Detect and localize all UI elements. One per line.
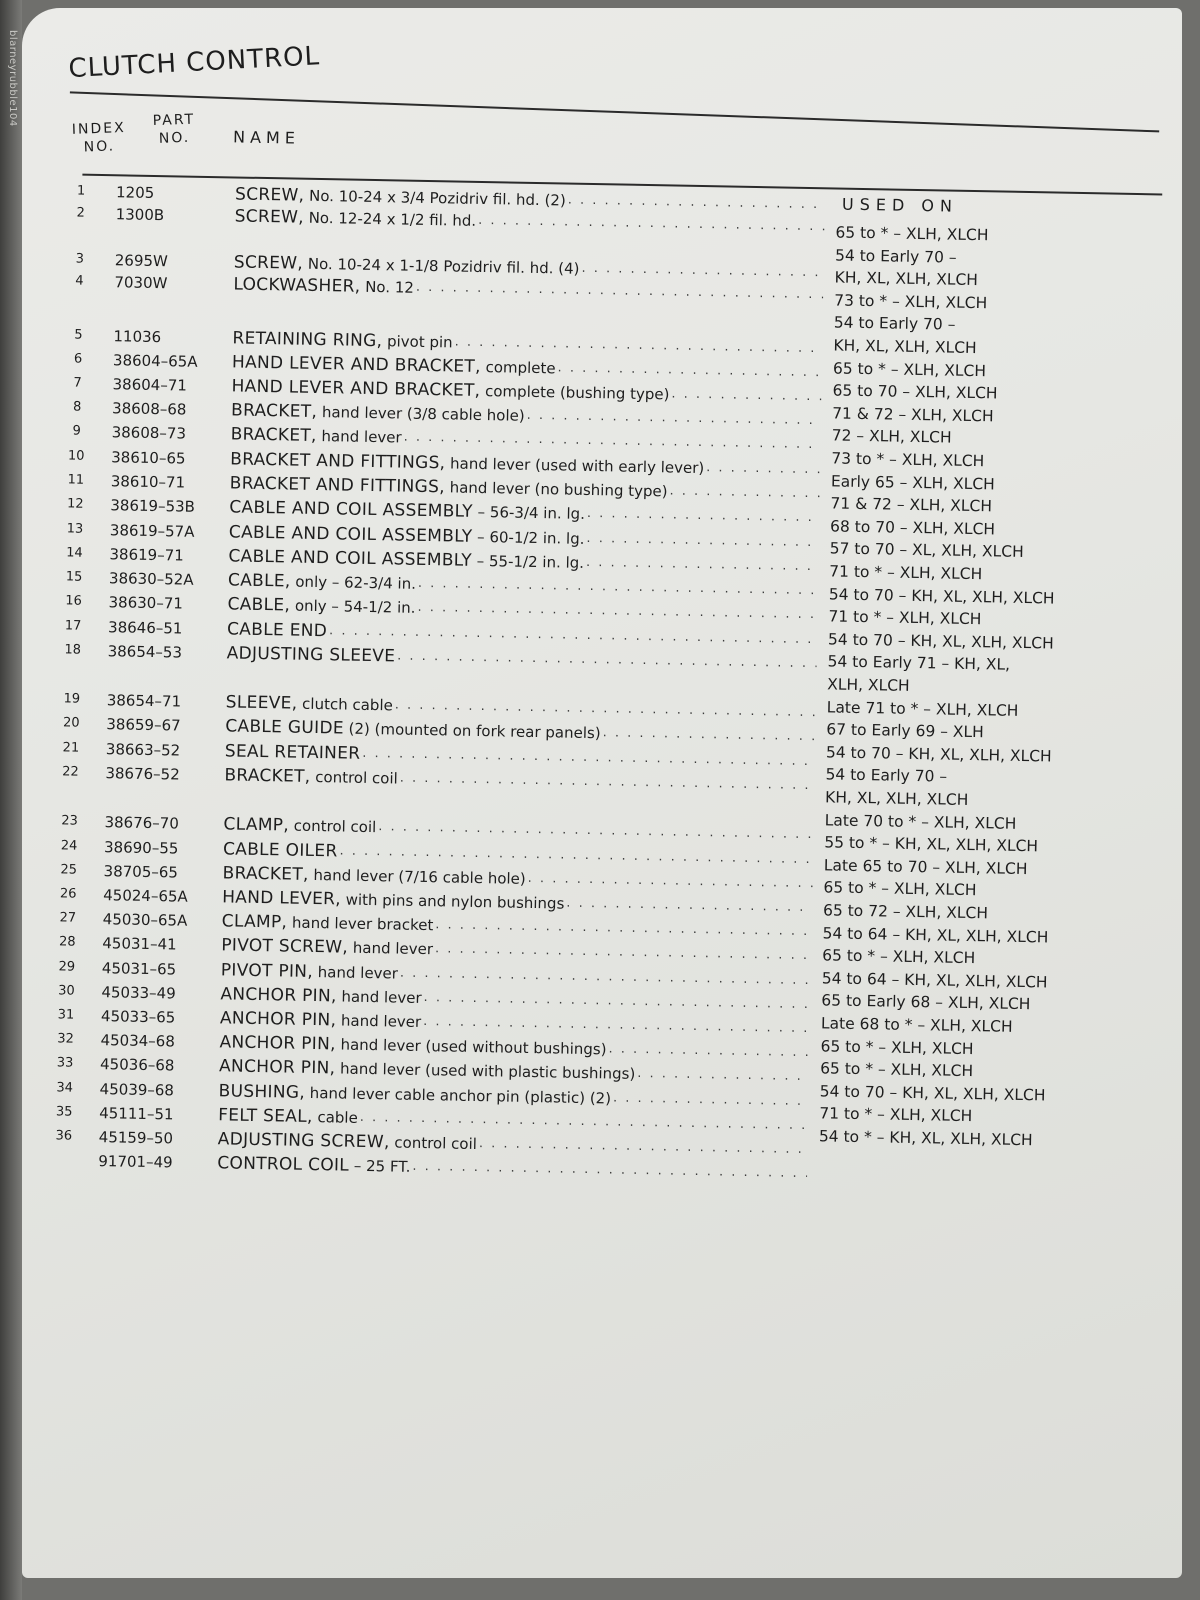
index-number: 34 [56, 1080, 74, 1096]
part-description: control coil [389, 1133, 478, 1154]
part-number: 38630–52A [108, 569, 194, 589]
index-number: 35 [55, 1104, 73, 1120]
part-description: control coil [310, 767, 398, 788]
index-number: 19 [63, 691, 81, 707]
index-number: 15 [65, 569, 83, 585]
part-description: clutch cable [297, 694, 393, 715]
part-number: 38608–73 [111, 423, 187, 443]
index-number: 5 [74, 327, 83, 343]
part-number: 38654–53 [107, 642, 183, 662]
used-on-line: 65 to * – XLH, XLCH [832, 359, 987, 380]
part-name-main: CABLE OILER [222, 839, 338, 862]
part-name-main: CABLE AND COIL ASSEMBLY [228, 546, 473, 571]
part-description: No. 12 [360, 277, 415, 297]
part-name-main: ANCHOR PIN, [219, 1032, 336, 1055]
part-name-main: BRACKET, [224, 765, 311, 787]
index-number: 14 [66, 545, 83, 561]
index-number: 22 [62, 764, 79, 780]
part-number: 45039–68 [99, 1080, 175, 1100]
dot-leader [587, 502, 820, 530]
part-name-main: RETAINING RING, [232, 328, 383, 352]
part-name-main: CABLE AND COIL ASSEMBLY [229, 497, 474, 522]
part-number: 45033–49 [101, 983, 176, 1003]
parts-catalog-page [22, 8, 1182, 1578]
part-number: 38604–71 [112, 375, 188, 395]
index-number [43, 1148, 85, 1149]
part-number: 38676–70 [104, 813, 180, 833]
used-on-line: 71 & 72 – XLH, XLCH [830, 494, 993, 516]
index-number: 30 [58, 983, 75, 999]
part-description: hand lever (used with early lever) [445, 454, 705, 478]
part-name-main: HAND LEVER AND BRACKET, [231, 352, 481, 377]
binder-edge [0, 0, 22, 1600]
used-on-line: 54 to 70 – KH, XL, XLH, XLCH [828, 584, 1055, 608]
used-on-line: 65 to * – XLH, XLCH [823, 878, 977, 900]
used-on-line: 57 to 70 – XL, XLH, XLCH [829, 539, 1024, 562]
used-on-line: 65 to * – XLH, XLCH [822, 946, 976, 968]
index-number: 32 [57, 1031, 74, 1047]
part-description: cable [312, 1108, 358, 1127]
index-number: 1 [76, 183, 86, 199]
dot-leader [602, 721, 815, 749]
used-on-line: 71 to * – XLH, XLCH [819, 1104, 973, 1126]
index-number: 2 [76, 205, 85, 221]
part-description: – 56-3/4 in. lg. [472, 502, 586, 523]
part-description: only – 54-1/2 in. [289, 596, 416, 617]
index-number: 20 [62, 715, 80, 731]
used-on-line: 65 to Early 68 – XLH, XLCH [821, 991, 1031, 1014]
index-number: 17 [64, 618, 82, 634]
part-name-main: CABLE END [226, 619, 328, 642]
part-number: 38610–65 [111, 448, 186, 468]
dot-leader [637, 1062, 809, 1089]
part-name-main: ANCHOR PIN, [219, 1008, 337, 1031]
part-name-main: PIVOT SCREW, [221, 935, 349, 958]
used-on-line: 65 to 72 – XLH, XLCH [822, 901, 989, 923]
part-description: pivot pin [382, 332, 453, 352]
part-name-main: SEAL RETAINER [224, 741, 361, 764]
index-number: 10 [67, 448, 85, 464]
part-number: 45031–65 [101, 959, 177, 979]
index-number: 18 [64, 642, 82, 658]
part-name-main: SCREW, [234, 206, 305, 228]
part-name-main: SCREW, [233, 252, 304, 274]
used-on-line: 54 to Early 70 – [834, 246, 957, 267]
dot-leader [669, 479, 820, 506]
used-on-line: Late 70 to * – XLH, XLCH [824, 810, 1017, 833]
index-number: 21 [62, 740, 80, 756]
part-number: 38619–53B [110, 496, 196, 516]
part-name-main: BUSHING, [218, 1081, 306, 1103]
index-number: 16 [65, 593, 82, 609]
used-on-line: 65 to * – XLH, XLCH [819, 1059, 974, 1081]
part-description: – 60-1/2 in. lg. [472, 527, 585, 548]
part-description: hand lever [347, 938, 434, 959]
part-number: 45031–41 [102, 934, 177, 954]
used-on-line: 54 to Early 71 – KH, XL, [827, 652, 1011, 675]
part-description: hand lever (used without bushings) [335, 1035, 607, 1059]
index-number: 26 [59, 886, 77, 902]
watermark: blarneyrubble104 [7, 30, 18, 127]
part-name-main: HAND LEVER AND BRACKET, [231, 376, 481, 401]
part-number: 7030W [114, 273, 168, 293]
part-number: 38630–71 [108, 593, 184, 613]
used-on-line: 54 to 64 – KH, XL, XLH, XLCH [821, 969, 1048, 992]
index-number: 33 [56, 1055, 74, 1071]
part-name-main: CLAMP, [223, 814, 290, 836]
part-description: hand lever (3/8 cable hole) [317, 402, 525, 425]
part-description: hand lever [336, 1011, 422, 1032]
used-on-line: 54 to Early 70 – [825, 765, 948, 786]
part-number: 38705–65 [103, 862, 179, 882]
part-number: 45033–65 [100, 1007, 176, 1027]
used-on-line: KH, XL, XLH, XLCH [824, 788, 969, 809]
used-on-line: 68 to 70 – XLH, XLCH [829, 517, 996, 539]
used-on-line: 54 to 64 – KH, XL, XLH, XLCH [822, 923, 1049, 947]
part-description: (2) (mounted on fork rear panels) [343, 719, 601, 743]
dot-leader [613, 1087, 809, 1115]
part-name-main: ANCHOR PIN, [220, 984, 337, 1007]
part-name-main: BRACKET, [222, 863, 309, 885]
part-number: 45036–68 [99, 1055, 175, 1075]
part-name-main: ANCHOR PIN, [218, 1056, 336, 1079]
title-rule [70, 91, 1159, 132]
part-name-main: CONTROL COIL [217, 1153, 350, 1176]
part-name-main: CLAMP, [221, 911, 288, 933]
dot-leader [478, 209, 825, 239]
index-number: 6 [73, 351, 83, 367]
part-description: hand lever (no bushing type) [444, 478, 668, 501]
header-used-on: USED ON [841, 194, 959, 216]
index-number: 13 [66, 521, 84, 537]
part-description: complete (bushing type) [480, 381, 670, 404]
part-number: 38659–67 [106, 715, 181, 735]
index-number: 27 [59, 910, 77, 926]
index-number: 12 [66, 496, 84, 512]
part-description: hand lever [312, 963, 399, 983]
part-description: No. 10-24 x 1-1/8 Pozidriv fil. hd. (4) [302, 254, 580, 278]
part-number: 38646–51 [107, 618, 183, 638]
part-name-main: BRACKET, [230, 424, 317, 446]
part-description: – 25 FT. [348, 1156, 411, 1176]
part-name-main: CABLE GUIDE [225, 716, 345, 739]
index-number: 4 [75, 273, 84, 289]
part-number: 1205 [115, 183, 155, 202]
dot-leader [608, 1037, 809, 1065]
index-number: 23 [61, 813, 78, 829]
part-number: 38654–71 [106, 691, 182, 711]
dot-leader [671, 382, 821, 409]
part-description: No. 12-24 x 1/2 fil. hd. [303, 208, 477, 230]
used-on-line: 55 to * – KH, XL, XLH, XLCH [824, 833, 1039, 856]
used-on-line: Late 71 to * – XLH, XLCH [826, 697, 1019, 720]
index-number: 29 [58, 959, 76, 975]
index-number: 28 [58, 934, 76, 950]
part-number: 91701–49 [98, 1152, 173, 1172]
part-number: 1300B [115, 205, 165, 225]
part-number: 38690–55 [103, 838, 179, 858]
part-description: – 55-1/2 in. lg. [471, 551, 585, 572]
part-name-main: ADJUSTING SCREW, [217, 1129, 390, 1153]
header-part-no: PART NO. [152, 111, 196, 147]
used-on-line: XLH, XLCH [827, 675, 910, 695]
part-description: with pins and nylon bushings [340, 890, 565, 913]
used-on-line: 73 to * – XLH, XLCH [831, 449, 985, 471]
part-name-main: CABLE, [227, 570, 291, 592]
used-on-line: 54 to 70 – KH, XL, XLH, XLCH [819, 1082, 1046, 1105]
index-number: 24 [60, 838, 78, 854]
used-on-line: 54 to Early 70 – [833, 313, 956, 335]
header-index-no: INDEX NO. [71, 120, 126, 156]
part-description: hand lever (used with plastic bushings) [335, 1059, 636, 1083]
used-on-line: 65 to * – XLH, XLCH [835, 223, 989, 245]
part-number: 38604–65A [112, 351, 198, 371]
index-number: 25 [60, 862, 78, 878]
part-name-main: CABLE, [227, 594, 291, 616]
part-name-main: SCREW, [234, 184, 305, 206]
used-on-line: 54 to 70 – KH, XL, XLH, XLCH [827, 630, 1054, 653]
used-on-line: Late 65 to 70 – XLH, XLCH [823, 856, 1028, 878]
part-number: 38619–57A [109, 521, 195, 541]
part-name-main: FELT SEAL, [218, 1105, 313, 1128]
used-on-line: 71 & 72 – XLH, XLCH [831, 404, 994, 426]
part-number: 38610–71 [110, 472, 186, 492]
used-on-line: 65 to 70 – XLH, XLCH [832, 381, 998, 403]
part-name-main: BRACKET AND FITTINGS, [230, 449, 446, 474]
part-description: control coil [288, 816, 377, 837]
section-title: CLUTCH CONTROL [67, 41, 321, 85]
used-on-line: Late 68 to * – XLH, XLCH [820, 1014, 1013, 1036]
used-on-line: 67 to Early 69 – XLH [826, 720, 984, 742]
part-number: 2695W [114, 251, 169, 271]
index-number: 36 [55, 1128, 73, 1144]
part-number: 45034–68 [100, 1031, 176, 1051]
used-on-line: Early 65 – XLH, XLCH [830, 472, 995, 494]
used-on-line: KH, XL, XLH, XLCH [833, 336, 977, 358]
part-name-main: CABLE AND COIL ASSEMBLY [228, 522, 473, 547]
part-number: 38608–68 [111, 399, 187, 419]
used-on-line: 73 to * – XLH, XLCH [834, 291, 988, 313]
part-description: hand lever (7/16 cable hole) [308, 865, 526, 888]
part-name-main: SLEEVE, [225, 692, 298, 714]
part-description: hand lever cable anchor pin (plastic) (2) [304, 1083, 612, 1108]
part-name-main: LOCKWASHER, [233, 274, 361, 297]
used-on-line: 54 to * – KH, XL, XLH, XLCH [818, 1127, 1033, 1150]
part-number: 45024–65A [103, 886, 188, 906]
part-description: hand lever [336, 987, 422, 1008]
index-number: 31 [57, 1007, 75, 1023]
used-on-line: 54 to 70 – KH, XL, XLH, XLCH [825, 743, 1052, 766]
part-name-main: BRACKET, [230, 400, 318, 422]
part-number: 45030–65A [102, 910, 188, 930]
part-number: 11036 [113, 327, 162, 347]
part-description: complete [480, 357, 556, 378]
part-number: 38663–52 [105, 740, 181, 760]
index-number: 7 [73, 375, 82, 391]
part-name-main: BRACKET AND FITTINGS, [229, 473, 446, 498]
used-on-line: 71 to * – XLH, XLCH [829, 562, 983, 584]
index-number: 3 [75, 251, 85, 267]
page-content [22, 8, 1182, 1578]
header-name: NAME [232, 127, 301, 148]
used-on-line: 72 – XLH, XLCH [831, 426, 952, 448]
part-number: 38676–52 [105, 764, 180, 784]
index-number: 9 [72, 423, 81, 439]
part-name-main: PIVOT PIN, [220, 960, 314, 983]
index-number: 11 [67, 472, 85, 488]
used-on-line: 65 to * – XLH, XLCH [820, 1036, 974, 1058]
part-description: only – 62-3/4 in. [290, 572, 417, 593]
part-description: No. 10-24 x 3/4 Pozidriv fil. hd. (2) [304, 186, 566, 210]
used-on-line: 71 to * – XLH, XLCH [828, 607, 982, 629]
used-on-line: KH, XL, XLH, XLCH [834, 268, 979, 290]
part-name-main: HAND LEVER, [222, 887, 342, 910]
index-number: 8 [72, 399, 82, 415]
part-number: 45111–51 [99, 1104, 174, 1124]
part-description: hand lever [316, 426, 402, 447]
dot-leader [706, 456, 820, 482]
part-number: 38619–71 [109, 545, 184, 565]
part-description: hand lever bracket [287, 913, 434, 935]
part-name-main: ADJUSTING SLEEVE [226, 643, 396, 667]
part-number: 45159–50 [98, 1128, 174, 1148]
